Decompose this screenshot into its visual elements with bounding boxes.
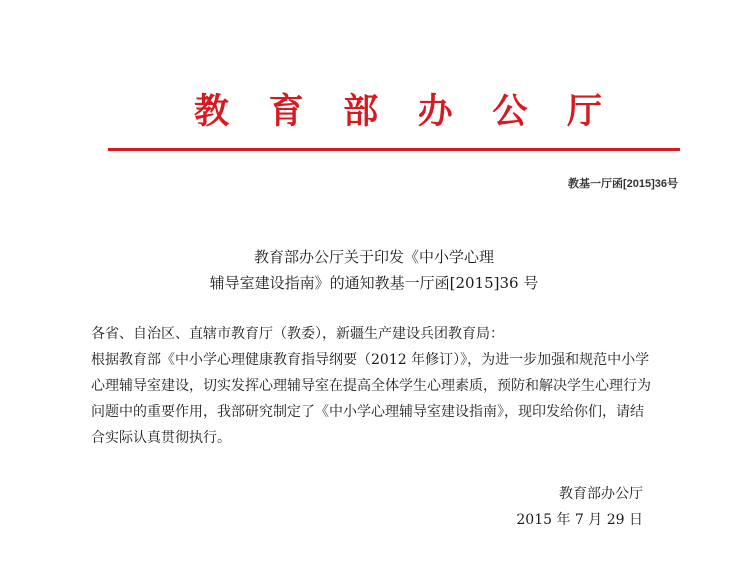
document-number: 教基一厅函[2015]36号 — [567, 178, 678, 190]
notice-body — [91, 321, 651, 451]
letterhead-char: 育 — [268, 90, 304, 132]
notice-title — [0, 244, 748, 296]
letterhead-char: 教 — [194, 90, 230, 132]
signature-block — [516, 481, 643, 533]
letterhead-divider — [108, 148, 680, 151]
body-paragraph: 根据教育部《中小学心理健康教育指导纲要（2012 年修订）》，为进一步加强和规范中小学心理辅导室建设，切实发挥心理辅导室在提高全体学生心理素质，预防和解决学生心理行为问题中的重要作用，我部研究制定了《中小学心理辅导室建设指南》，现印发给你们，请结合实际认真贯彻执行。 — [91, 352, 651, 446]
issue-date: 2015 年 7 月 29 日 — [516, 512, 643, 528]
issuer-name: 教育部办公厅 — [559, 486, 643, 502]
notice-title-line-2: 辅导室建设指南》的通知教基一厅函[2015]36 号 — [209, 274, 539, 292]
notice-title-line-1: 教育部办公厅关于印发《中小学心理 — [253, 248, 494, 266]
letterhead-title — [108, 86, 680, 136]
letterhead-char: 部 — [343, 90, 379, 132]
salutation: 各省、自治区、直辖市教育厅（教委），新疆生产建设兵团教育局： — [91, 326, 504, 342]
letterhead-char: 办 — [417, 90, 453, 132]
letterhead-char: 公 — [492, 90, 528, 132]
letterhead-char: 厅 — [566, 90, 602, 132]
